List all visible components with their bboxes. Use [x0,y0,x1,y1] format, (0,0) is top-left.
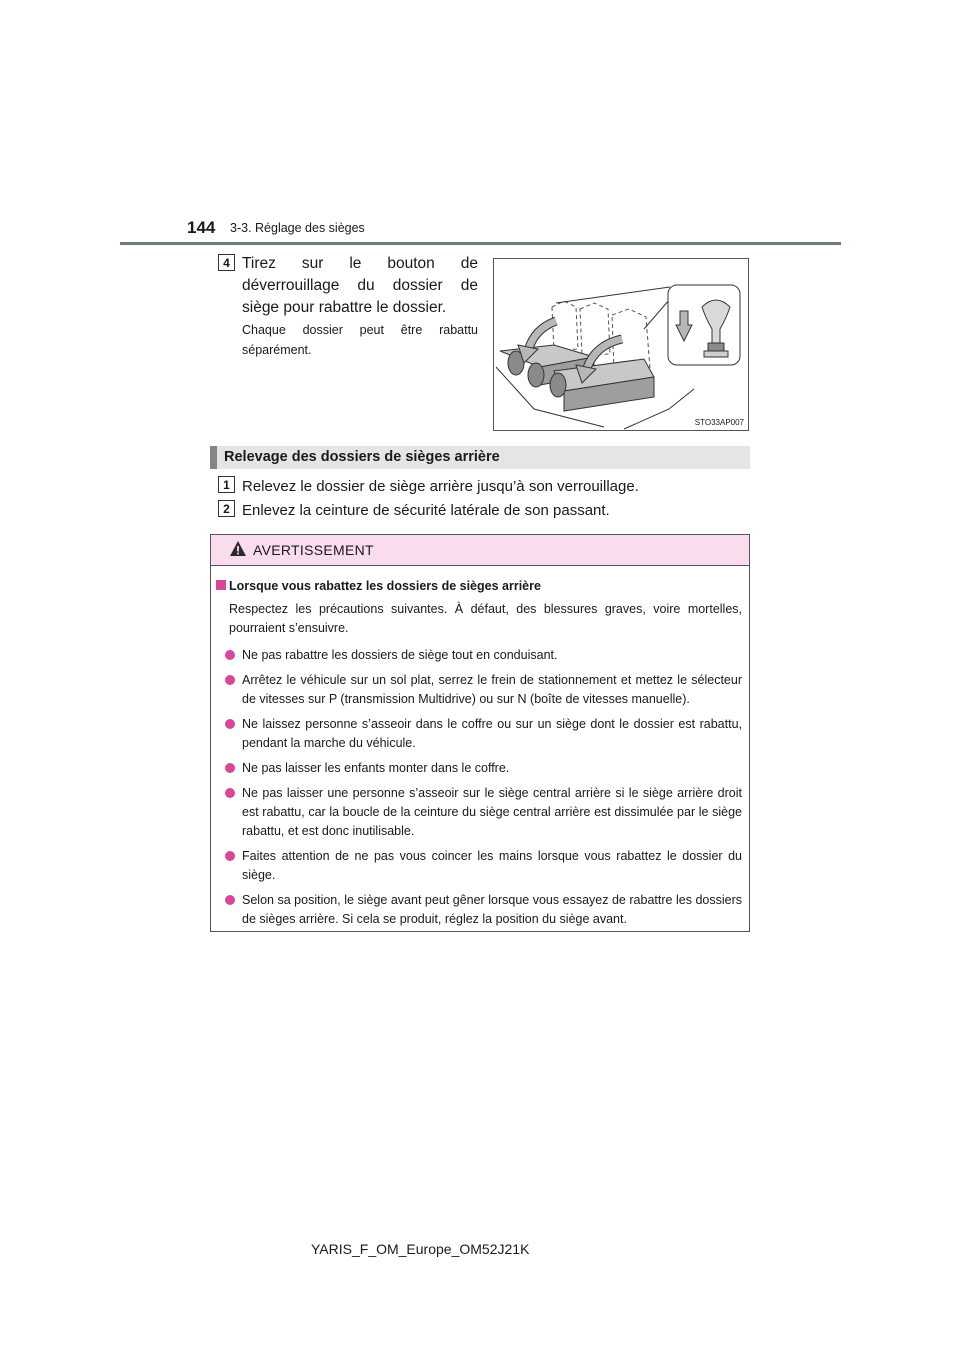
warning-bullet [242,715,742,753]
warning-bullet [242,759,742,778]
warning-triangle-icon [229,540,247,558]
step-badge-2: 2 [218,500,235,517]
step-4-text: Tirez sur le bouton de déverrouillage du dossier de siège pour rabattre le dossier. [242,255,478,316]
figure-seat-folding [493,258,749,431]
warning-content [211,577,749,935]
section-title: 3-3. Réglage des sièges [230,221,365,235]
bullet-dot-icon [225,895,235,905]
subsection-header [210,446,750,469]
step-badge-1: 1 [218,476,235,493]
warning-bullet [242,891,742,929]
step-badge-4: 4 [218,254,235,271]
warning-header [211,535,749,566]
seatback-release-knob-illustration [494,259,748,430]
step-4-note: Chaque dossier peut être rabattu séparément. [242,323,478,357]
warning-bullet [242,784,742,841]
subsection-bar [210,446,217,469]
warning-heading-text: Lorsque vous rabattez les dossiers de sièges arrière [229,579,541,593]
warning-bullet [242,847,742,885]
step-1-text: Relevez le dossier de siège arrière jusqu’à son verrouillage. [242,478,639,495]
bullet-dot-icon [225,763,235,773]
bullet-text: Ne pas laisser une personne s’asseoir sur le siège central arrière si le siège arrière droit est rabattu, car la boucle de la ceinture du siège central arrière est dissimulée par le siège rabattu, et est donc inutilisable. [242,786,742,838]
footer-doc-id: YARIS_F_OM_Europe_OM52J21K [311,1241,530,1257]
warning-title: AVERTISSEMENT [253,542,374,558]
bullet-text: Faites attention de ne pas vous coincer les mains lorsque vous rabattez le dossier du siège. [242,849,742,882]
bullet-text: Arrêtez le véhicule sur un sol plat, serrez le frein de stationnement et mettez le sélecteur de vitesses sur P (transmission Multidrive) ou sur N (boîte de vitesses manuelle). [242,673,742,706]
warning-box [210,534,750,932]
bullet-text: Ne pas rabattre les dossiers de siège tout en conduisant. [242,648,558,662]
bullet-text: Ne pas laisser les enfants monter dans le coffre. [242,761,510,775]
warning-heading [216,577,749,596]
bullet-text: Selon sa position, le siège avant peut gêner lorsque vous essayez de rabattre les dossiers de sièges arrière. Si cela se produit, réglez la position du siège avant. [242,893,742,926]
bullet-dot-icon [225,650,235,660]
warning-bullet [242,646,742,665]
warning-bullet [242,671,742,709]
header-rule [120,242,841,245]
figure-code: STO33AP007 [694,418,744,427]
bullet-dot-icon [225,675,235,685]
step-2-text: Enlevez la ceinture de sécurité latérale de son passant. [242,502,610,519]
page-number: 144 [187,218,216,237]
square-bullet-icon [216,580,226,590]
warning-intro: Respectez les précautions suivantes. À défaut, des blessures graves, voire mortelles, pourraient s’ensuivre. [229,602,742,635]
bullet-dot-icon [225,719,235,729]
bullet-text: Ne laissez personne s’asseoir dans le coffre ou sur un siège dont le dossier est rabattu, pendant la marche du véhicule. [242,717,742,750]
bullet-dot-icon [225,788,235,798]
subsection-title: Relevage des dossiers de sièges arrière [224,449,500,465]
bullet-dot-icon [225,851,235,861]
